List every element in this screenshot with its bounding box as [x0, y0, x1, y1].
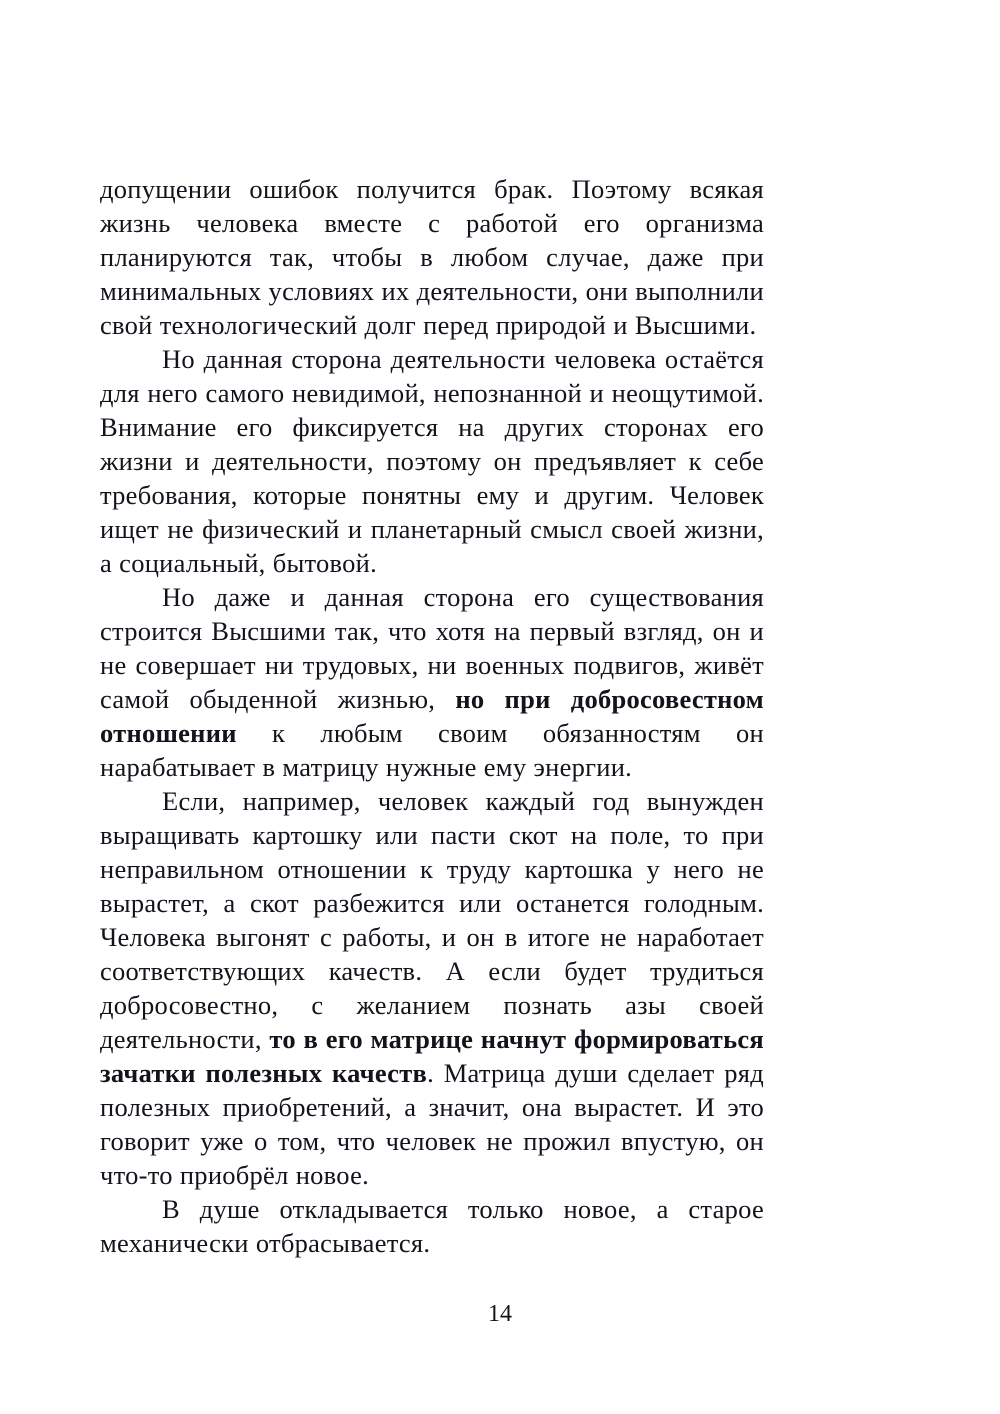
emphasis-run: но при добросовестном отношении: [100, 684, 764, 748]
paragraph-1: [100, 172, 764, 342]
paragraph-4: [100, 784, 764, 1192]
page-number: 14: [488, 1301, 512, 1327]
text-run: Если, например, человек каждый год вынужден выращивать картошку или пасти скот на поле, то при неправильном отношении к труду картошка у него не вырастет, а скот разбежится или останется голодным. Человека выгонят с работы, и он в итоге не наработает соответствующих качеств. А если будет трудиться добросовестно, с желанием познать азы своей деятельности,: [100, 786, 764, 1054]
paragraph-2: [100, 342, 764, 580]
text-run: Но данная сторона деятельности человека остаётся для него самого невидимой, непознанной и неощутимой. Внимание его фиксируется на других сторонах его жизни и деятельности, поэтому он предъявляет к себе требования, которые понятны ему и другим. Человек ищет не физический и планетарный смысл своей жизни, а социальный, бытовой.: [100, 344, 764, 578]
text-run: допущении ошибок получится брак. Поэтому всякая жизнь человека вместе с работой его организма планируются так, чтобы в любом случае, даже при минимальных условиях их деятельности, они выполнили свой технологический долг перед природой и Высшими.: [100, 174, 764, 340]
emphasis-run: то в его матрице начнут формироваться зачатки полезных качеств: [100, 1024, 764, 1088]
page-text-column: [100, 172, 764, 1260]
paragraph-5: [100, 1192, 764, 1260]
text-run: В душе откладывается только новое, а старое механически отбрасывается.: [100, 1194, 764, 1258]
paragraph-3: [100, 580, 764, 784]
text-run: Но даже и данная сторона его существования строится Высшими так, что хотя на первый взгляд, он и не совершает ни трудовых, ни военных подвигов, живёт самой обыденной жизнью,: [100, 582, 764, 714]
text-run: . Матрица души сделает ряд полезных приобретений, а значит, она вырастет. И это говорит уже о том, что человек не прожил впустую, он что-то приобрёл новое.: [100, 1058, 764, 1190]
text-run: к любым своим обязанностям он нарабатывает в матрицу нужные ему энергии.: [100, 718, 764, 782]
